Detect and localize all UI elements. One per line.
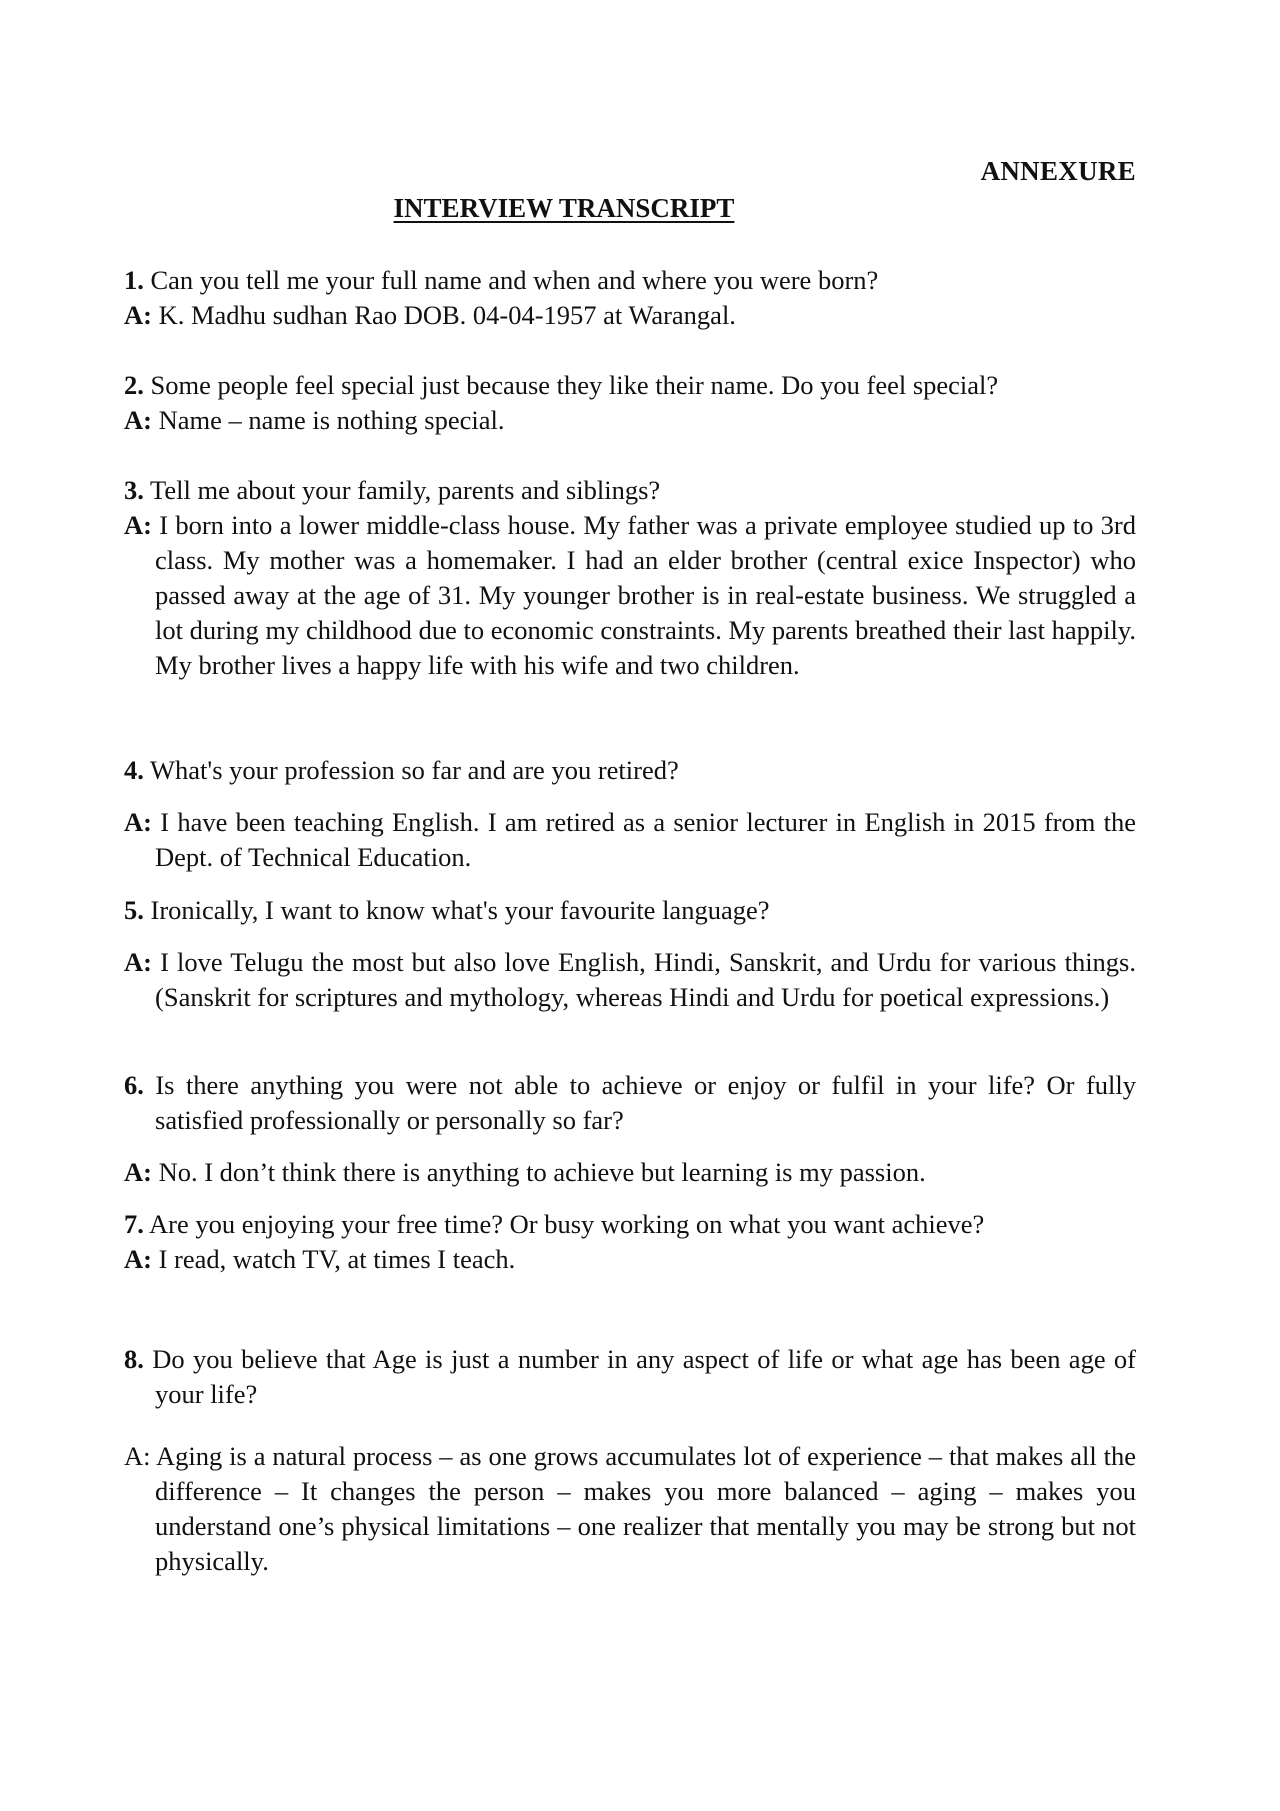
document-page (124, 0, 1136, 1811)
question-6: 6. Is there anything you were not able to achieve or enjoy or fulfil in your life? Or fully satisfied professionally or personally so far? (124, 1070, 1136, 1135)
question-2: 2. Some people feel special just because they like their name. Do you feel special? (124, 370, 999, 400)
question-1: 1. Can you tell me your full name and when and where you were born? (124, 265, 879, 295)
qa-item-5 (124, 893, 1136, 1015)
qa-item-3 (124, 473, 1136, 683)
question-3: 3. Tell me about your family, parents and siblings? (124, 475, 661, 505)
answer-6: A: No. I don’t think there is anything to achieve but learning is my passion. (124, 1157, 926, 1187)
question-8: 8. Do you believe that Age is just a number in any aspect of life or what age has been age of your life? (124, 1344, 1137, 1409)
qa-item-4 (124, 753, 1136, 875)
answer-1: A: K. Madhu sudhan Rao DOB. 04-04-1957 at Warangal. (124, 300, 736, 330)
answer-3: A: I born into a lower middle-class house. My father was a private employee studied up to 3rd class. My mother was a homemaker. I had an elder brother (central exice Inspector) who passed away at the age of 31. My younger brother is in real-estate business. We struggled a lot during my childhood due to economic constraints. My parents breathed their last happily. My brother lives a happy life with his wife and two children. (124, 510, 1136, 680)
answer-5: A: I love Telugu the most but also love English, Hindi, Sanskrit, and Urdu for various things. (Sanskrit for scriptures and mythology, whereas Hindi and Urdu for poetical expressions.) (124, 947, 1136, 1012)
question-5: 5. Ironically, I want to know what's your favourite language? (124, 895, 770, 925)
answer-7: A: I read, watch TV, at times I teach. (124, 1244, 516, 1274)
answer-4: A: I have been teaching English. I am retired as a senior lecturer in English in 2015 from the Dept. of Technical Education. (124, 807, 1137, 872)
qa-item-1 (124, 263, 1136, 333)
qa-item-2 (124, 368, 1136, 438)
question-4: 4. What's your profession so far and are you retired? (124, 755, 679, 785)
qa-item-6 (124, 1068, 1136, 1190)
qa-item-8 (124, 1342, 1136, 1579)
question-7: 7. Are you enjoying your free time? Or busy working on what you want achieve? (124, 1209, 985, 1239)
qa-item-7 (124, 1207, 1136, 1277)
answer-2: A: Name – name is nothing special. (124, 405, 505, 435)
page-title: INTERVIEW TRANSCRIPT (393, 193, 735, 223)
answer-8: A: Aging is a natural process – as one grows accumulates lot of experience – that makes all the difference – It changes the person – makes you more balanced – aging – makes you understand one’s physical limitations – one realizer that mentally you may be strong but not physically. (124, 1441, 1136, 1576)
annexure-heading: ANNEXURE (980, 156, 1136, 186)
